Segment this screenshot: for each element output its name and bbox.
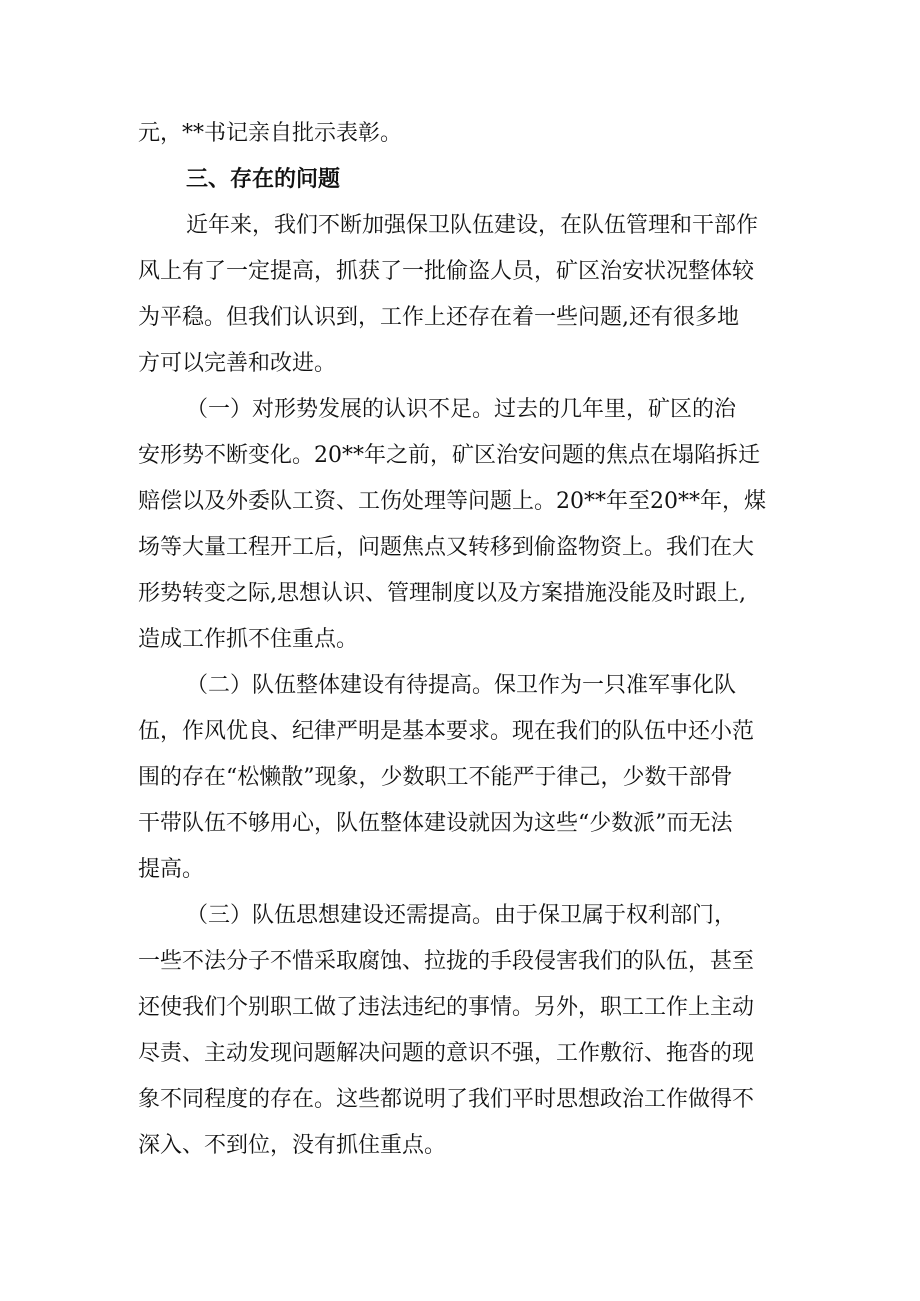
text-line-content: （二）队伍整体建设有待提高。保卫作为一只准军事化队 <box>186 673 737 698</box>
paragraph-line <box>0 436 920 476</box>
text-line-content: （一）对形势发展的认识不足。过去的几年里，矿区的治 <box>186 397 737 422</box>
paragraph-line <box>0 620 920 660</box>
section-heading <box>0 160 920 200</box>
text-line-content: 围的存在“松懒散”现象，少数职工不能严于律己，少数干部骨 <box>138 765 733 790</box>
text-line-content: 造成工作抓不住重点。 <box>138 627 359 652</box>
text-line-content: 一些不法分子不惜采取腐蚀、拉拢的手段侵害我们的队伍，甚至 <box>138 949 755 974</box>
text-line-content: 深入、不到位，没有抓住重点。 <box>138 1133 447 1158</box>
text-line-content: 还使我们个别职工做了违法违纪的事情。另外，职工工作上主动 <box>138 995 755 1020</box>
paragraph-line <box>0 758 920 798</box>
paragraph-line <box>0 482 920 522</box>
paragraph-line <box>0 712 920 752</box>
text-line <box>0 114 920 154</box>
paragraph-line <box>0 1126 920 1166</box>
paragraph-line <box>0 206 920 246</box>
text-line-content: 形势转变之际,思想认识、管理制度以及方案措施没能及时跟上, <box>138 581 746 606</box>
paragraph-line <box>0 528 920 568</box>
paragraph-line <box>0 942 920 982</box>
paragraph-line <box>0 298 920 338</box>
text-line-content: 干带队伍不够用心，队伍整体建设就因为这些“少数派”而无法 <box>138 811 733 836</box>
paragraph-line <box>0 344 920 384</box>
paragraph-line <box>0 988 920 1028</box>
paragraph-line <box>0 804 920 844</box>
text-line-content: 场等大量工程开工后，问题焦点又转移到偷盗物资上。我们在大 <box>138 535 755 560</box>
text-line-content: 伍，作风优良、纪律严明是基本要求。现在我们的队伍中还小范 <box>138 719 755 744</box>
text-line-content: 赔偿以及外委队工资、工伤处理等问题上。20**年至20**年，煤 <box>138 489 766 514</box>
paragraph-line <box>0 252 920 292</box>
paragraph-line <box>0 666 920 706</box>
text-line-content: 风上有了一定提高，抓获了一批偷盗人员，矿区治安状况整体较 <box>138 259 755 284</box>
paragraph-line <box>0 1034 920 1074</box>
paragraph-line <box>0 850 920 890</box>
section-heading-text: 三、存在的问题 <box>186 167 341 192</box>
text-line-content: 象不同程度的存在。这些都说明了我们平时思想政治工作做得不 <box>138 1087 755 1112</box>
paragraph-line <box>0 574 920 614</box>
paragraph-line <box>0 896 920 936</box>
text-line-content: 近年来，我们不断加强保卫队伍建设，在队伍管理和干部作 <box>186 213 759 238</box>
text-line-content: 元，**书记亲自批示表彰。 <box>138 121 403 146</box>
text-line-content: 为平稳。但我们认识到，工作上还存在着一些问题,还有很多地 <box>138 305 739 330</box>
paragraph-line <box>0 1080 920 1120</box>
text-line-content: （三）队伍思想建设还需提高。由于保卫属于权利部门， <box>186 903 737 928</box>
text-line-content: 方可以完善和改进。 <box>138 351 337 376</box>
text-line-content: 安形势不断变化。20**年之前，矿区治安问题的焦点在塌陷拆迁 <box>138 443 760 468</box>
text-line-content: 提高。 <box>138 857 205 882</box>
paragraph-line <box>0 390 920 430</box>
text-line-content: 尽责、主动发现问题解决问题的意识不强，工作敷衍、拖沓的现 <box>138 1041 755 1066</box>
